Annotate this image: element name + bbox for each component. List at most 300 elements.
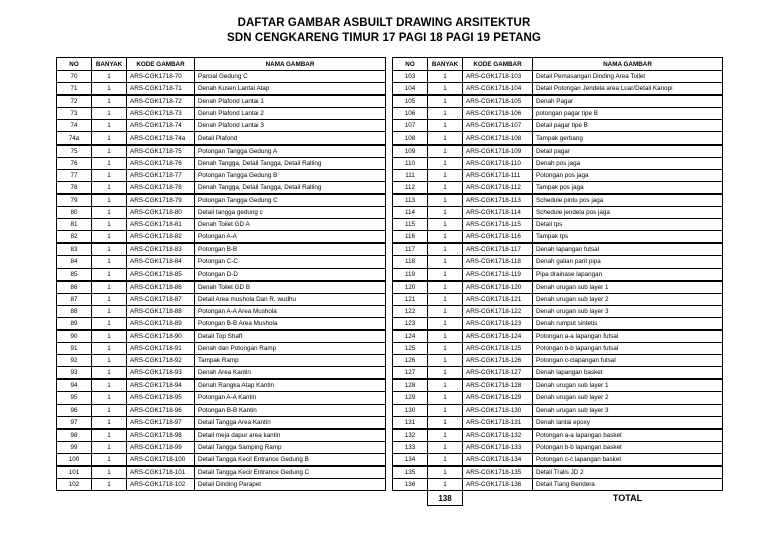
header-banyak: BANYAK — [428, 58, 463, 71]
table-row — [57, 392, 386, 404]
cell-nama-gambar: Detail Pemasangan Dinding Area Toilet — [533, 71, 723, 83]
cell-no: 76 — [57, 157, 92, 169]
cell-kode-gambar: ARS-CGK1718-97 — [127, 416, 195, 429]
cell-banyak: 1 — [92, 231, 127, 244]
table-row — [393, 330, 723, 343]
cell-kode-gambar: ARS-CGK1718-116 — [463, 231, 533, 244]
table-row — [393, 479, 723, 491]
table-row — [393, 157, 723, 169]
total-spacer — [463, 491, 533, 506]
cell-nama-gambar: Potongan Tangga Gedung C — [195, 194, 386, 207]
cell-banyak: 1 — [428, 145, 463, 158]
table-row — [57, 194, 386, 207]
cell-nama-gambar: Parcial Gedung C — [195, 71, 386, 83]
cell-no: 106 — [393, 108, 428, 120]
cell-banyak: 1 — [428, 416, 463, 429]
cell-nama-gambar: Detail tangga gedung c — [195, 207, 386, 219]
table-row — [57, 416, 386, 429]
table-row — [393, 343, 723, 355]
cell-no: 100 — [57, 453, 92, 466]
cell-no: 72 — [57, 95, 92, 108]
table-row — [57, 95, 386, 108]
cell-kode-gambar: ARS-CGK1718-81 — [127, 219, 195, 231]
cell-banyak: 1 — [428, 120, 463, 132]
cell-kode-gambar: ARS-CGK1718-87 — [127, 293, 195, 305]
table-row — [57, 83, 386, 96]
table-row — [57, 145, 386, 158]
cell-no: 94 — [57, 379, 92, 392]
cell-banyak: 1 — [92, 169, 127, 181]
cell-no: 118 — [393, 256, 428, 268]
table-row — [57, 157, 386, 169]
cell-no: 104 — [393, 83, 428, 96]
cell-kode-gambar: ARS-CGK1718-107 — [463, 120, 533, 132]
cell-banyak: 1 — [92, 466, 127, 479]
cell-kode-gambar: ARS-CGK1718-96 — [127, 404, 195, 416]
header-nama-gambar: NAMA GAMBAR — [195, 58, 386, 71]
cell-nama-gambar: Pipa drainase lapangan — [533, 268, 723, 281]
cell-banyak: 1 — [428, 392, 463, 404]
cell-no: 134 — [393, 453, 428, 466]
table-row — [57, 207, 386, 219]
cell-no: 129 — [393, 392, 428, 404]
cell-no: 86 — [57, 281, 92, 294]
cell-no: 105 — [393, 95, 428, 108]
cell-nama-gambar: Potongan D-D — [195, 268, 386, 281]
table-row — [57, 379, 386, 392]
header-no: NO — [393, 58, 428, 71]
cell-nama-gambar: Detail Tangga Kecil Entrance Gedung B — [195, 453, 386, 466]
cell-nama-gambar: Denah Plafond Lantai 3 — [195, 120, 386, 132]
cell-banyak: 1 — [428, 293, 463, 305]
table-row — [393, 281, 723, 294]
cell-no: 89 — [57, 317, 92, 330]
cell-no: 74a — [57, 132, 92, 145]
cell-no: 114 — [393, 207, 428, 219]
cell-banyak: 1 — [428, 132, 463, 145]
cell-nama-gambar: Potongan Tangga Gedung A — [195, 145, 386, 158]
cell-kode-gambar: ARS-CGK1718-102 — [127, 479, 195, 491]
cell-kode-gambar: ARS-CGK1718-73 — [127, 108, 195, 120]
right-drawing-table — [392, 57, 723, 506]
cell-nama-gambar: Potongan B-B Area Mushola — [195, 317, 386, 330]
table-row — [393, 404, 723, 416]
table-row — [393, 145, 723, 158]
cell-banyak: 1 — [428, 453, 463, 466]
cell-kode-gambar: ARS-CGK1718-134 — [463, 453, 533, 466]
cell-kode-gambar: ARS-CGK1718-100 — [127, 453, 195, 466]
cell-banyak: 1 — [92, 392, 127, 404]
cell-kode-gambar: ARS-CGK1718-88 — [127, 305, 195, 317]
table-row — [57, 108, 386, 120]
cell-no: 70 — [57, 71, 92, 83]
cell-no: 112 — [393, 181, 428, 194]
cell-kode-gambar: ARS-CGK1718-92 — [127, 355, 195, 367]
table-row — [393, 416, 723, 429]
cell-banyak: 1 — [92, 305, 127, 317]
cell-banyak: 1 — [428, 355, 463, 367]
cell-kode-gambar: ARS-CGK1718-132 — [463, 429, 533, 442]
cell-nama-gambar: Schedule jendela pos jaga — [533, 207, 723, 219]
cell-nama-gambar: Denah Area Kantin — [195, 367, 386, 380]
cell-no: 130 — [393, 404, 428, 416]
table-row — [393, 466, 723, 479]
cell-kode-gambar: ARS-CGK1718-85 — [127, 268, 195, 281]
table-row — [57, 281, 386, 294]
cell-no: 80 — [57, 207, 92, 219]
table-row — [57, 132, 386, 145]
table-row — [57, 219, 386, 231]
cell-nama-gambar: Tampak tps — [533, 231, 723, 244]
cell-nama-gambar: Detail Dinding Parapet — [195, 479, 386, 491]
table-row — [393, 429, 723, 442]
table-row — [393, 132, 723, 145]
table-row — [393, 305, 723, 317]
table-row — [393, 453, 723, 466]
cell-banyak: 1 — [428, 231, 463, 244]
cell-no: 101 — [57, 466, 92, 479]
cell-kode-gambar: ARS-CGK1718-121 — [463, 293, 533, 305]
cell-banyak: 1 — [92, 367, 127, 380]
cell-nama-gambar: Detail Potongan Jendela area Luar/Detail Kanopi — [533, 83, 723, 96]
cell-no: 133 — [393, 441, 428, 453]
cell-kode-gambar: ARS-CGK1718-83 — [127, 243, 195, 256]
cell-kode-gambar: ARS-CGK1718-129 — [463, 392, 533, 404]
table-row — [393, 392, 723, 404]
cell-kode-gambar: ARS-CGK1718-74a — [127, 132, 195, 145]
cell-no: 95 — [57, 392, 92, 404]
cell-no: 124 — [393, 330, 428, 343]
table-row — [393, 219, 723, 231]
cell-nama-gambar: Detail Tangga Kecil Entrance Gedung C — [195, 466, 386, 479]
cell-banyak: 1 — [428, 71, 463, 83]
cell-no: 83 — [57, 243, 92, 256]
cell-no: 119 — [393, 268, 428, 281]
cell-banyak: 1 — [428, 207, 463, 219]
cell-banyak: 1 — [92, 441, 127, 453]
cell-no: 120 — [393, 281, 428, 294]
cell-nama-gambar: Denah Toilet GD A — [195, 219, 386, 231]
cell-banyak: 1 — [428, 317, 463, 330]
total-spacer — [393, 491, 428, 506]
cell-banyak: 1 — [428, 256, 463, 268]
cell-no: 82 — [57, 231, 92, 244]
cell-nama-gambar: Denah urugan sub layer 3 — [533, 404, 723, 416]
table-row — [57, 181, 386, 194]
cell-kode-gambar: ARS-CGK1718-70 — [127, 71, 195, 83]
cell-no: 85 — [57, 268, 92, 281]
cell-no: 73 — [57, 108, 92, 120]
table-header-row — [57, 58, 386, 71]
cell-nama-gambar: Denah Plafond Lantai 1 — [195, 95, 386, 108]
cell-no: 122 — [393, 305, 428, 317]
cell-banyak: 1 — [428, 479, 463, 491]
cell-no: 88 — [57, 305, 92, 317]
table-row — [393, 120, 723, 132]
cell-nama-gambar: Denah Rangka Atap Kantin — [195, 379, 386, 392]
cell-kode-gambar: ARS-CGK1718-104 — [463, 83, 533, 96]
cell-no: 77 — [57, 169, 92, 181]
cell-banyak: 1 — [92, 108, 127, 120]
cell-nama-gambar: Denah Pagar — [533, 95, 723, 108]
cell-nama-gambar: Potongan b-b lapangan basket — [533, 441, 723, 453]
cell-no: 128 — [393, 379, 428, 392]
cell-banyak: 1 — [428, 95, 463, 108]
table-row — [57, 268, 386, 281]
table-row — [57, 367, 386, 380]
cell-nama-gambar: Detail Tangga Area Kantin — [195, 416, 386, 429]
cell-nama-gambar: Potongan pos jaga — [533, 169, 723, 181]
table-row — [393, 95, 723, 108]
table-row — [393, 355, 723, 367]
cell-no: 127 — [393, 367, 428, 380]
cell-kode-gambar: ARS-CGK1718-126 — [463, 355, 533, 367]
cell-banyak: 1 — [92, 243, 127, 256]
table-row — [393, 256, 723, 268]
cell-nama-gambar: Detail tps — [533, 219, 723, 231]
cell-no: 125 — [393, 343, 428, 355]
cell-nama-gambar: Denah rumput sintetis — [533, 317, 723, 330]
cell-nama-gambar: Tampak pos jaga — [533, 181, 723, 194]
cell-kode-gambar: ARS-CGK1718-93 — [127, 367, 195, 380]
cell-banyak: 1 — [428, 330, 463, 343]
cell-banyak: 1 — [428, 194, 463, 207]
cell-no: 111 — [393, 169, 428, 181]
table-row — [393, 379, 723, 392]
cell-no: 102 — [57, 479, 92, 491]
table-row — [57, 317, 386, 330]
cell-no: 97 — [57, 416, 92, 429]
table-row — [57, 355, 386, 367]
cell-no: 126 — [393, 355, 428, 367]
header-kode-gambar: KODE GAMBAR — [127, 58, 195, 71]
cell-banyak: 1 — [428, 157, 463, 169]
cell-kode-gambar: ARS-CGK1718-125 — [463, 343, 533, 355]
cell-nama-gambar: potongan pagar tipe B — [533, 108, 723, 120]
table-row — [393, 317, 723, 330]
cell-kode-gambar: ARS-CGK1718-103 — [463, 71, 533, 83]
cell-nama-gambar: Denah Kusen Lantai Atap — [195, 83, 386, 96]
cell-kode-gambar: ARS-CGK1718-108 — [463, 132, 533, 145]
cell-kode-gambar: ARS-CGK1718-90 — [127, 330, 195, 343]
cell-nama-gambar: Detail Top Shaft — [195, 330, 386, 343]
cell-banyak: 1 — [428, 367, 463, 380]
cell-kode-gambar: ARS-CGK1718-95 — [127, 392, 195, 404]
cell-no: 103 — [393, 71, 428, 83]
cell-kode-gambar: ARS-CGK1718-114 — [463, 207, 533, 219]
cell-nama-gambar: Tampak Ramp — [195, 355, 386, 367]
cell-nama-gambar: Potongan A-A Kantin — [195, 392, 386, 404]
cell-kode-gambar: ARS-CGK1718-122 — [463, 305, 533, 317]
cell-nama-gambar: Denah Plafond Lantai 2 — [195, 108, 386, 120]
cell-kode-gambar: ARS-CGK1718-133 — [463, 441, 533, 453]
cell-kode-gambar: ARS-CGK1718-112 — [463, 181, 533, 194]
cell-nama-gambar: Detail pagar tipe B — [533, 120, 723, 132]
cell-banyak: 1 — [428, 441, 463, 453]
cell-nama-gambar: Denah galian parit pipa — [533, 256, 723, 268]
cell-banyak: 1 — [92, 429, 127, 442]
table-row — [393, 207, 723, 219]
cell-banyak: 1 — [428, 305, 463, 317]
cell-no: 91 — [57, 343, 92, 355]
cell-nama-gambar: Denah dan Potongan Ramp — [195, 343, 386, 355]
table-row — [57, 453, 386, 466]
table-row — [57, 404, 386, 416]
cell-no: 90 — [57, 330, 92, 343]
cell-nama-gambar: Denah lantai epoxy — [533, 416, 723, 429]
cell-no: 135 — [393, 466, 428, 479]
table-row — [393, 71, 723, 83]
cell-kode-gambar: ARS-CGK1718-109 — [463, 145, 533, 158]
cell-banyak: 1 — [428, 343, 463, 355]
cell-kode-gambar: ARS-CGK1718-89 — [127, 317, 195, 330]
cell-banyak: 1 — [428, 379, 463, 392]
table-row — [393, 83, 723, 96]
cell-banyak: 1 — [92, 71, 127, 83]
table-row — [57, 256, 386, 268]
total-count: 138 — [428, 491, 463, 506]
cell-kode-gambar: ARS-CGK1718-113 — [463, 194, 533, 207]
cell-nama-gambar: Schedule pintu pos jaga — [533, 194, 723, 207]
cell-banyak: 1 — [92, 317, 127, 330]
cell-banyak: 1 — [92, 207, 127, 219]
cell-nama-gambar: Denah pos jaga — [533, 157, 723, 169]
cell-banyak: 1 — [92, 181, 127, 194]
cell-kode-gambar: ARS-CGK1718-119 — [463, 268, 533, 281]
cell-no: 84 — [57, 256, 92, 268]
cell-kode-gambar: ARS-CGK1718-124 — [463, 330, 533, 343]
table-row — [57, 441, 386, 453]
document-title: DAFTAR GAMBAR ASBUILT DRAWING ARSITEKTUR — [237, 17, 531, 29]
table-row — [393, 169, 723, 181]
cell-kode-gambar: ARS-CGK1718-118 — [463, 256, 533, 268]
cell-banyak: 1 — [92, 219, 127, 231]
cell-nama-gambar: Denah urugan sub layer 1 — [533, 379, 723, 392]
table-row — [57, 120, 386, 132]
cell-kode-gambar: ARS-CGK1718-91 — [127, 343, 195, 355]
cell-kode-gambar: ARS-CGK1718-135 — [463, 466, 533, 479]
table-row — [393, 367, 723, 380]
cell-nama-gambar: Tampak gerbang — [533, 132, 723, 145]
cell-banyak: 1 — [428, 429, 463, 442]
cell-banyak: 1 — [92, 256, 127, 268]
cell-kode-gambar: ARS-CGK1718-105 — [463, 95, 533, 108]
cell-kode-gambar: ARS-CGK1718-106 — [463, 108, 533, 120]
cell-nama-gambar: Detail Tangga Samping Ramp — [195, 441, 386, 453]
cell-no: 123 — [393, 317, 428, 330]
header-no: NO — [57, 58, 92, 71]
cell-nama-gambar: Denah Toilet GD B — [195, 281, 386, 294]
cell-no: 109 — [393, 145, 428, 158]
table-row — [57, 343, 386, 355]
cell-nama-gambar: Potongan a-a lapangan futsal — [533, 330, 723, 343]
cell-kode-gambar: ARS-CGK1718-94 — [127, 379, 195, 392]
cell-banyak: 1 — [92, 281, 127, 294]
cell-nama-gambar: Potongan A-A Area Mushola — [195, 305, 386, 317]
table-row — [57, 231, 386, 244]
cell-banyak: 1 — [428, 466, 463, 479]
cell-banyak: 1 — [428, 404, 463, 416]
cell-banyak: 1 — [92, 83, 127, 96]
cell-banyak: 1 — [92, 120, 127, 132]
cell-nama-gambar: Potongan b-b lapangan futsal — [533, 343, 723, 355]
header-kode-gambar: KODE GAMBAR — [463, 58, 533, 71]
cell-banyak: 1 — [92, 330, 127, 343]
cell-banyak: 1 — [428, 108, 463, 120]
cell-kode-gambar: ARS-CGK1718-74 — [127, 120, 195, 132]
cell-no: 74 — [57, 120, 92, 132]
cell-no: 116 — [393, 231, 428, 244]
cell-kode-gambar: ARS-CGK1718-78 — [127, 181, 195, 194]
cell-nama-gambar: Denah Tangga, Detail Tangga, Detail Ralling — [195, 157, 386, 169]
cell-kode-gambar: ARS-CGK1718-130 — [463, 404, 533, 416]
cell-no: 132 — [393, 429, 428, 442]
cell-no: 131 — [393, 416, 428, 429]
cell-no: 136 — [393, 479, 428, 491]
table-row — [57, 169, 386, 181]
cell-kode-gambar: ARS-CGK1718-86 — [127, 281, 195, 294]
cell-nama-gambar: Potongan C-C — [195, 256, 386, 268]
cell-kode-gambar: ARS-CGK1718-75 — [127, 145, 195, 158]
cell-kode-gambar: ARS-CGK1718-131 — [463, 416, 533, 429]
cell-no: 78 — [57, 181, 92, 194]
cell-nama-gambar: Denah urugan sub layer 2 — [533, 293, 723, 305]
cell-nama-gambar: Denah urugan sub layer 3 — [533, 305, 723, 317]
cell-banyak: 1 — [428, 268, 463, 281]
cell-kode-gambar: ARS-CGK1718-110 — [463, 157, 533, 169]
cell-no: 96 — [57, 404, 92, 416]
cell-banyak: 1 — [92, 132, 127, 145]
cell-no: 92 — [57, 355, 92, 367]
cell-banyak: 1 — [92, 355, 127, 367]
table-row — [57, 330, 386, 343]
cell-kode-gambar: ARS-CGK1718-115 — [463, 219, 533, 231]
table-row — [393, 441, 723, 453]
cell-banyak: 1 — [92, 404, 127, 416]
table-row — [57, 466, 386, 479]
left-drawing-table — [56, 57, 386, 491]
header-nama-gambar: NAMA GAMBAR — [533, 58, 723, 71]
cell-nama-gambar: Detail Tiang Bendera — [533, 479, 723, 491]
cell-nama-gambar: Potongan A-A — [195, 231, 386, 244]
cell-banyak: 1 — [92, 293, 127, 305]
cell-no: 81 — [57, 219, 92, 231]
cell-nama-gambar: Potongan a-a lapangan basket — [533, 429, 723, 442]
cell-banyak: 1 — [92, 268, 127, 281]
table-row — [393, 243, 723, 256]
table-header-row — [393, 58, 723, 71]
cell-banyak: 1 — [428, 219, 463, 231]
cell-kode-gambar: ARS-CGK1718-84 — [127, 256, 195, 268]
cell-kode-gambar: ARS-CGK1718-117 — [463, 243, 533, 256]
table-row — [393, 231, 723, 244]
cell-no: 115 — [393, 219, 428, 231]
cell-no: 107 — [393, 120, 428, 132]
table-row — [57, 305, 386, 317]
cell-kode-gambar: ARS-CGK1718-120 — [463, 281, 533, 294]
cell-kode-gambar: ARS-CGK1718-71 — [127, 83, 195, 96]
cell-nama-gambar: Denah Tangga, Detail Tangga, Detail Ralling — [195, 181, 386, 194]
cell-nama-gambar: Potongan c-c lapangan basket — [533, 453, 723, 466]
cell-nama-gambar: Denah lapangan basket — [533, 367, 723, 380]
cell-no: 87 — [57, 293, 92, 305]
table-row — [57, 293, 386, 305]
cell-kode-gambar: ARS-CGK1718-136 — [463, 479, 533, 491]
total-label: TOTAL — [612, 492, 643, 503]
cell-banyak: 1 — [92, 157, 127, 169]
document-subtitle: SDN CENGKARENG TIMUR 17 PAGI 18 PAGI 19 PETANG — [227, 32, 541, 44]
cell-banyak: 1 — [428, 281, 463, 294]
